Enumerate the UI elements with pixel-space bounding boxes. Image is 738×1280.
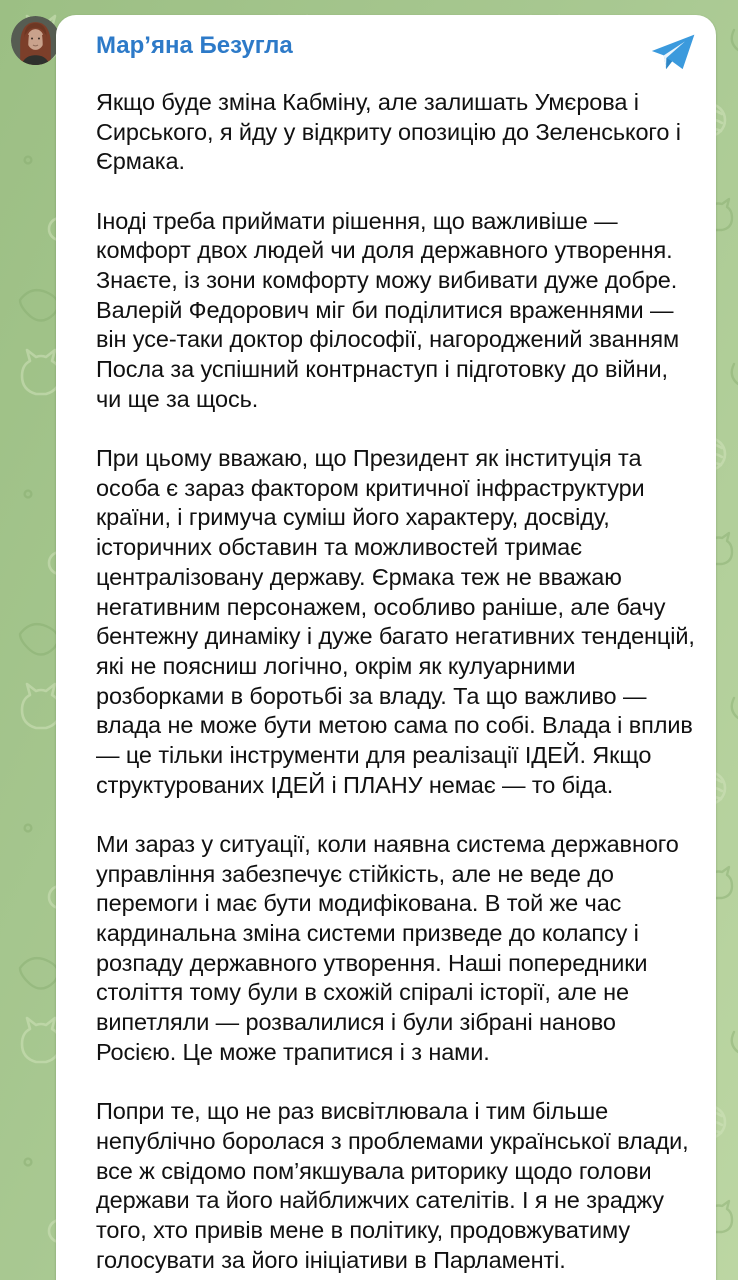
telegram-plane-icon[interactable] bbox=[650, 33, 696, 75]
message-paragraph-5: Попри те, що не раз висвітлювала і тим більше непублічно боролася з проблемами української влади, все ж свідомо пом’якшувала риторику щодо голови держави та його найближчих сателітів. І я не зраджу того, хто привів мене в політику, продовжуватиму голосувати за його ініціативи в Парламенті. bbox=[96, 1098, 689, 1273]
message-bubble bbox=[56, 15, 716, 1280]
message-paragraph-1: Якщо буде зміна Кабміну, але залишать Умєрова і Сирського, я йду у відкриту опозицію до Зеленського і Єрмака. bbox=[96, 89, 681, 175]
channel-avatar[interactable] bbox=[11, 16, 60, 65]
channel-name[interactable]: Мар’яна Безугла bbox=[96, 32, 293, 59]
message-text bbox=[96, 88, 696, 1275]
message-paragraph-4: Ми зараз у ситуації, коли наявна система державного управління забезпечує стійкість, але не веде до перемоги і має бути модифікована. В той же час кардинальна зміна системи призведе до колапсу і розпаду державного утворення. Наші попередники століття тому були в схожій спіралі історії, але не випетляли — розвалилися і були зібрані наново Росією. Це може трапитися і з нами. bbox=[96, 830, 679, 1065]
message-paragraph-3: При цьому вважаю, що Президент як інституція та особа є зараз фактором критичної інфраструктури країни, і гримуча суміш його характеру, досвіду, історичних обставин та можливостей тримає централізовану державу. Єрмака теж не вважаю негативним персонажем, особливо раніше, але бачу бентежну динаміку і дуже багато негативних тенденцій, які не поясниш логічно, окрім як кулуарними розборками в боротьбі за владу. Та що важливо — влада не може бути метою сама по собі. Влада і вплив — це тільки інструменти для реалізації ІДЕЙ. Якщо структурованих ІДЕЙ і ПЛАНУ немає — то біда. bbox=[96, 445, 695, 798]
message-paragraph-2: Іноді треба приймати рішення, що важливіше — комфорт двох людей чи доля державного утворення. Знаєте, із зони комфорту можу вибивати дуже добре. Валерій Федорович міг би поділитися враженнями — він усе-таки доктор філософії, нагороджений званням Посла за успішний контрнаступ і підготовку до війни, чи ще за щось. bbox=[96, 207, 680, 412]
avatar-portrait-image bbox=[11, 16, 60, 65]
message-header bbox=[96, 31, 696, 75]
